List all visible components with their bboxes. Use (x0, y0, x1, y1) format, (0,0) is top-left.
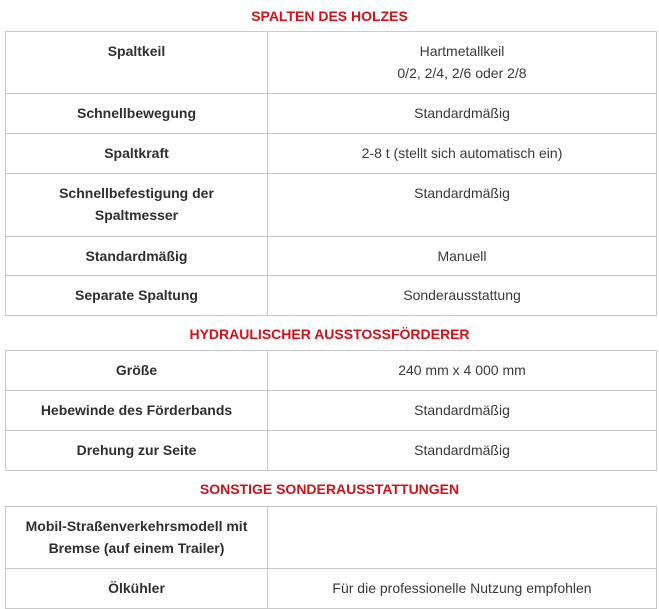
row-label: Separate Spaltung (6, 276, 268, 316)
row-value: Standardmäßig (268, 94, 657, 134)
row-value: Hartmetallkeil 0/2, 2/4, 2/6 oder 2/8 (268, 32, 657, 94)
table-row (6, 134, 657, 174)
spec-table-sonderausstattungen (5, 506, 657, 609)
row-label: Hebewinde des Förderbands (6, 391, 268, 431)
row-value: Standardmäßig (268, 431, 657, 471)
row-value: Manuell (268, 237, 657, 276)
section-title-sonderausstattungen: SONSTIGE SONDERAUSSTATTUNGEN (199, 481, 460, 497)
table-row (6, 431, 657, 471)
spec-table-ausstossfoerderer (5, 350, 657, 471)
row-value: Für die professionelle Nutzung empfohlen (268, 569, 657, 609)
row-label: Standardmäßig (6, 237, 268, 276)
row-value: Sonderausstattung (268, 276, 657, 316)
row-label: Ölkühler (6, 569, 268, 609)
table-row (6, 507, 657, 569)
section-title-spalten: SPALTEN DES HOLZES (251, 8, 408, 24)
table-row (6, 174, 657, 237)
row-label: Schnellbefestigung der Spaltmesser (6, 174, 268, 237)
table-row (6, 351, 657, 391)
table-row (6, 276, 657, 316)
row-label: Größe (6, 351, 268, 391)
table-row (6, 391, 657, 431)
spec-table-spalten (5, 31, 657, 316)
row-label: Spaltkeil (6, 32, 268, 94)
section-title-ausstossfoerderer: HYDRAULISCHER AUSSTOSSFÖRDERER (189, 326, 470, 342)
table-row (6, 94, 657, 134)
row-value (268, 507, 657, 569)
row-value: 240 mm x 4 000 mm (268, 351, 657, 391)
row-label: Spaltkraft (6, 134, 268, 174)
row-value: Standardmäßig (268, 174, 657, 237)
row-label: Mobil-Straßenverkehrsmodell mit Bremse (auf einem Trailer) (6, 507, 268, 569)
table-row (6, 569, 657, 609)
row-value: 2-8 t (stellt sich automatisch ein) (268, 134, 657, 174)
row-label: Drehung zur Seite (6, 431, 268, 471)
table-row (6, 32, 657, 94)
row-value: Standardmäßig (268, 391, 657, 431)
table-row (6, 237, 657, 276)
row-label: Schnellbewegung (6, 94, 268, 134)
